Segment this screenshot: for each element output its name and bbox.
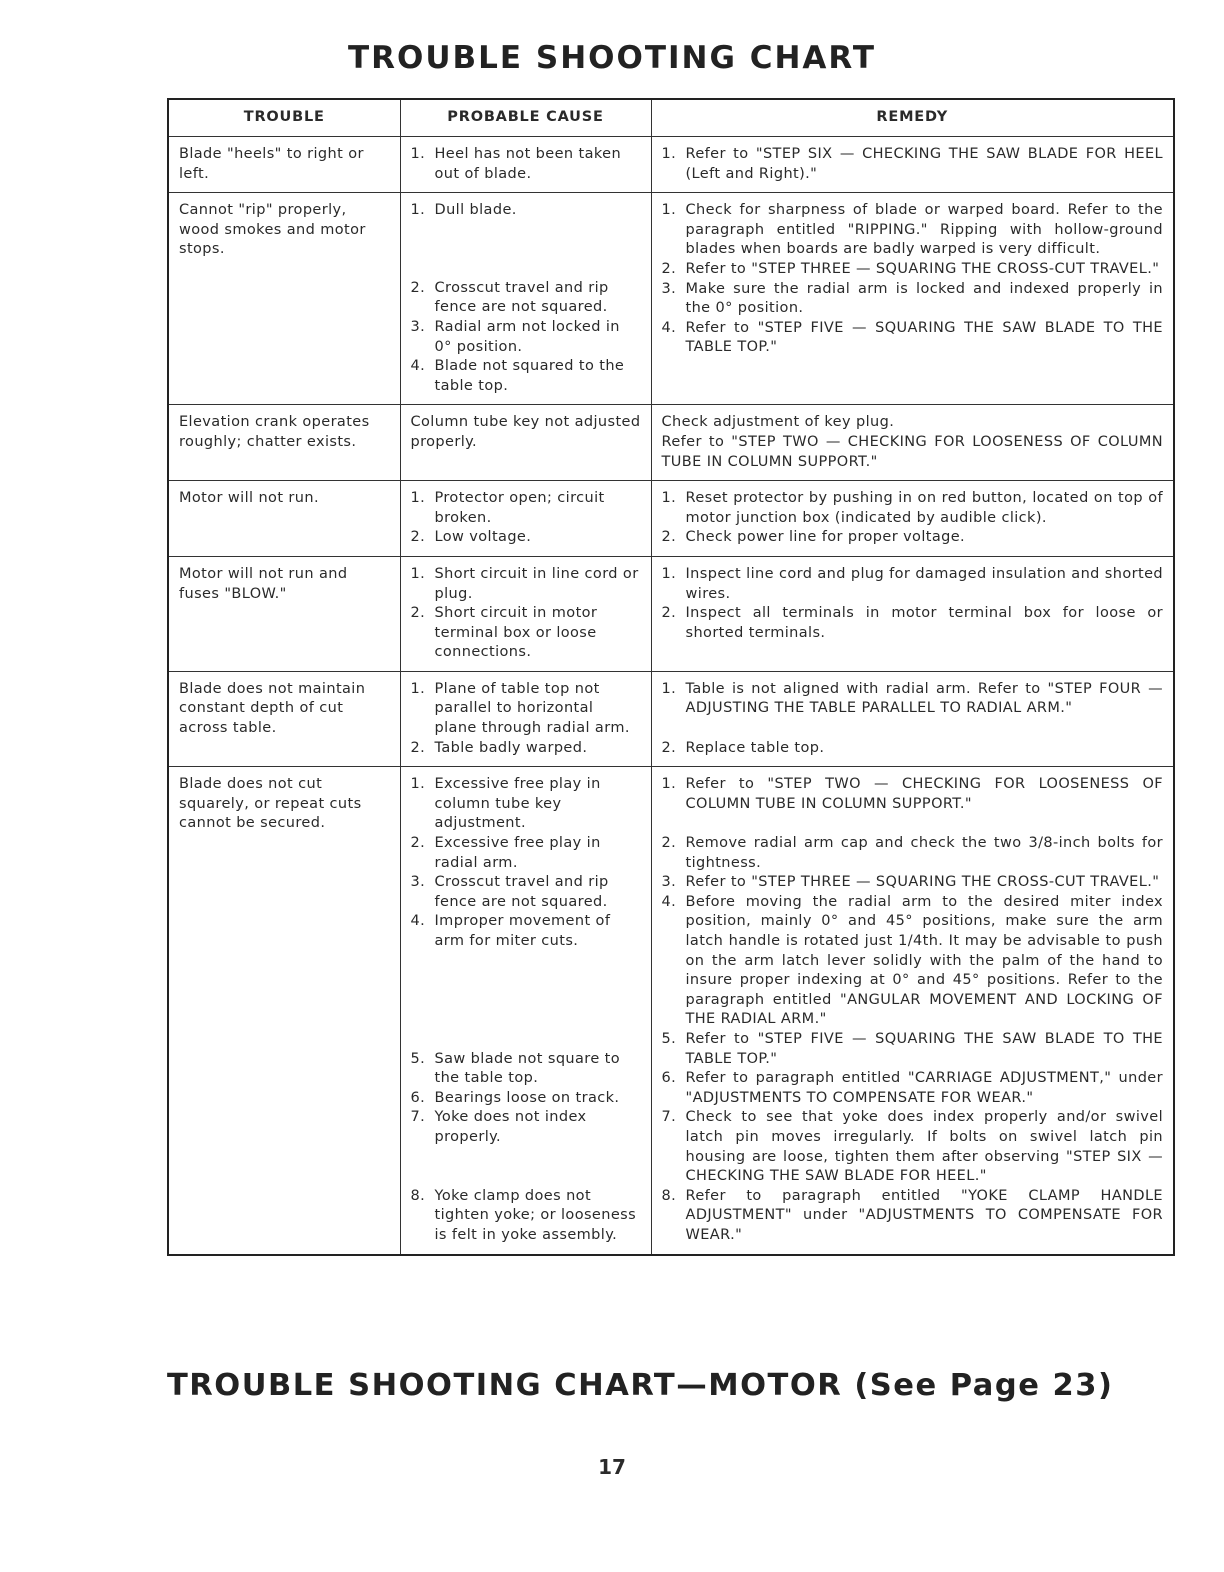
item-text: Refer to paragraph entitled "YOKE CLAMP HANDLE ADJUSTMENT" under "ADJUSTMENTS TO COMPENSATE FOR WEAR." [685,1187,1163,1243]
remedy-item [662,873,1164,893]
item-number: 5. [410,1050,426,1067]
remedy-item [662,775,1164,814]
remedy-line: Check adjustment of key plug. [661,414,895,431]
item-number: 3. [661,874,677,891]
item-text: Reset protector by pushing in on red button, located on top of motor junction box (indicated by audible click). [685,490,1163,526]
remedy-item [662,1030,1164,1069]
remedy-item [662,565,1164,604]
item-text: Saw blade not square to the table top. [434,1050,621,1087]
cause-item [411,912,641,951]
item-text: Blade not squared to the table top. [434,358,625,394]
cause-cell [400,193,651,405]
remedy-item [662,1069,1164,1108]
trouble-cell [168,405,400,481]
item-number: 1. [661,490,677,507]
item-text: Radial arm not locked in 0° position. [434,318,620,355]
item-text: Protector open; circuit broken. [434,490,605,526]
item-number: 2. [410,529,426,546]
cause-cell [400,556,651,671]
remedy-item [662,280,1164,319]
item-number: 7. [410,1109,426,1126]
trouble-text: Motor will not run. [179,490,319,507]
motor-chart-reference-title: TROUBLE SHOOTING CHART—MOTOR (See Page 23) [167,1368,1114,1403]
cause-text: Column tube key not adjusted properly. [410,414,641,450]
item-number: 2. [410,739,426,756]
item-text: Refer to "STEP THREE — SQUARING THE CROSS-CUT TRAVEL." [685,260,1160,277]
item-number: 4. [661,893,677,910]
cause-item [411,565,641,604]
item-number: 8. [410,1187,426,1204]
remedy-item [662,893,1164,1030]
trouble-cell [168,767,400,1255]
item-number: 4. [661,319,677,336]
remedy-item [662,1187,1164,1246]
page-number: 17 [598,1455,626,1479]
trouble-text: Blade "heels" to right or left. [179,146,364,182]
trouble-text: Blade does not maintain constant depth of cut across table. [179,680,366,737]
cause-item [411,318,641,357]
cause-item [411,528,641,548]
cause-cell [400,671,651,766]
item-text: Plane of table top not parallel to horizontal plane through radial arm. [434,680,630,737]
item-number: 1. [410,202,426,219]
remedy-line: Refer to "STEP TWO — CHECKING FOR LOOSENESS OF COLUMN TUBE IN COLUMN SUPPORT." [661,433,1163,470]
item-text: Heel has not been taken out of blade. [434,146,622,182]
item-text: Table badly warped. [434,739,588,756]
table-row [168,671,1174,766]
cause-item [411,357,641,396]
item-text: Crosscut travel and rip fence are not squared. [434,279,609,316]
item-number: 6. [661,1070,677,1087]
table-row [168,193,1174,405]
cause-item [411,680,641,739]
item-number: 1. [410,680,426,697]
item-text: Make sure the radial arm is locked and indexed properly in the 0° position. [685,280,1163,317]
cause-item [411,201,641,221]
item-text: Refer to "STEP TWO — CHECKING FOR LOOSENESS OF COLUMN TUBE IN COLUMN SUPPORT." [685,776,1163,812]
item-text: Table is not aligned with radial arm. Refer to "STEP FOUR — ADJUSTING THE TABLE PARALLEL TO RADIAL ARM." [685,680,1163,717]
remedy-cell [651,137,1174,193]
item-number: 2. [410,279,426,296]
item-number: 6. [410,1089,426,1106]
remedy-cell [651,481,1174,557]
cause-item [411,739,641,759]
cause-item [411,1108,641,1147]
item-number: 2. [661,529,677,546]
remedy-item [662,489,1164,528]
item-text: Refer to "STEP FIVE — SQUARING THE SAW BLADE TO THE TABLE TOP." [685,319,1163,356]
item-number: 2. [661,605,677,622]
trouble-shooting-table [167,98,1175,1256]
item-text: Refer to "STEP THREE — SQUARING THE CROSS-CUT TRAVEL." [685,874,1160,891]
cause-cell [400,481,651,557]
item-number: 2. [661,260,677,277]
remedy-item [662,834,1164,873]
item-text: Refer to "STEP SIX — CHECKING THE SAW BLADE FOR HEEL (Left and Right)." [685,146,1163,182]
remedy-item [662,680,1164,719]
item-text: Yoke does not index properly. [434,1109,587,1145]
trouble-text: Elevation crank operates roughly; chatter exists. [179,414,370,450]
table-row [168,481,1174,557]
trouble-text: Cannot "rip" properly, wood smokes and motor stops. [179,202,366,258]
item-text: Refer to paragraph entitled "CARRIAGE ADJUSTMENT," under "ADJUSTMENTS TO COMPENSATE FOR WEAR." [685,1070,1163,1106]
cause-cell [400,767,651,1255]
item-text: Improper movement of arm for miter cuts. [434,913,611,949]
cause-item [411,1089,641,1109]
item-number: 1. [410,146,426,162]
cause-item [411,279,641,318]
item-text: Refer to "STEP FIVE — SQUARING THE SAW BLADE TO THE TABLE TOP." [685,1030,1163,1067]
page-title: TROUBLE SHOOTING CHART [347,40,877,76]
cause-item [411,834,641,873]
header-remedy: REMEDY [651,99,1174,137]
item-number: 4. [410,358,426,375]
remedy-cell [651,193,1174,405]
remedy-cell [651,556,1174,671]
cause-item [411,489,641,528]
item-text: Low voltage. [434,529,532,546]
item-number: 7. [661,1109,677,1126]
cause-cell [400,405,651,481]
cause-item [411,1050,641,1089]
item-text: Crosscut travel and rip fence are not squared. [434,874,609,910]
item-text: Dull blade. [434,202,517,219]
trouble-text: Motor will not run and fuses "BLOW." [179,565,348,602]
remedy-item [662,528,1164,548]
header-probable-cause: PROBABLE CAUSE [400,99,651,137]
item-text: Check for sharpness of blade or warped board. Refer to the paragraph entitled "RIPPING." Ripping with hollow-ground blades when boards are badly warped is very difficult. [685,202,1163,258]
item-text: Excessive free play in column tube key adjustment. [434,776,601,832]
item-text: Short circuit in line cord or plug. [434,565,639,602]
remedy-cell [651,671,1174,766]
item-number: 4. [410,913,426,930]
remedy-item [662,145,1164,184]
cause-cell [400,137,651,193]
remedy-item [662,260,1164,280]
table-header-row [168,99,1174,137]
item-number: 1. [410,565,426,582]
cause-item [411,604,641,663]
trouble-cell [168,481,400,557]
item-number: 2. [661,835,677,852]
item-number: 2. [661,739,677,756]
item-number: 2. [410,835,426,852]
table-row [168,137,1174,193]
trouble-cell [168,556,400,671]
item-number: 1. [661,565,677,582]
item-number: 1. [661,680,677,697]
table-row [168,556,1174,671]
item-text: Excessive free play in radial arm. [434,835,601,871]
item-text: Replace table top. [685,739,825,756]
item-text: Check to see that yoke does index properly and/or swivel latch pin moves irregularly. If bolts on swivel latch pin housing are loose, tighten them after observing "STEP SIX — CHECKING THE SAW BLADE FOR HEEL." [685,1109,1163,1185]
cause-item [411,145,641,184]
item-number: 1. [410,490,426,507]
item-number: 5. [661,1030,677,1047]
cause-item [411,1187,641,1246]
item-text: Remove radial arm cap and check the two 3/8-inch bolts for tightness. [685,835,1163,871]
remedy-item [662,739,1164,759]
item-text: Yoke clamp does not tighten yoke; or looseness is felt in yoke assembly. [434,1187,637,1243]
item-number: 8. [661,1187,677,1204]
remedy-item [662,319,1164,358]
item-number: 3. [410,318,426,335]
item-text: Inspect all terminals in motor terminal box for loose or shorted terminals. [685,605,1163,641]
item-number: 1. [410,776,426,793]
item-text: Inspect line cord and plug for damaged insulation and shorted wires. [685,565,1163,602]
trouble-cell [168,671,400,766]
item-number: 1. [661,202,677,219]
trouble-text: Blade does not cut squarely, or repeat cuts cannot be secured. [179,776,362,832]
item-number: 1. [661,776,677,793]
item-number: 2. [410,605,426,622]
item-text: Check power line for proper voltage. [685,529,966,546]
cause-item [411,873,641,912]
item-number: 1. [661,146,677,162]
trouble-cell [168,193,400,405]
cause-item [411,775,641,834]
trouble-cell [168,137,400,193]
table-row [168,405,1174,481]
remedy-cell [651,767,1174,1255]
remedy-item [662,604,1164,643]
remedy-cell [651,405,1174,481]
remedy-item [662,1108,1164,1186]
item-text: Before moving the radial arm to the desired miter index position, mainly 0° and 45° positions, make sure the arm latch handle is rotated just 1/4th. It may be advisable to push on the arm latch lever solidly with the palm of the hand to insure proper indexing at 0° and 45° positions. Refer to the paragraph entitled "ANGULAR MOVEMENT AND LOCKING OF THE RADIAL ARM." [685,893,1163,1028]
item-text: Bearings loose on track. [434,1089,620,1106]
remedy-item [662,201,1164,260]
item-number: 3. [410,874,426,891]
item-number: 3. [661,280,677,297]
table-row [168,767,1174,1255]
item-text: Short circuit in motor terminal box or loose connections. [434,605,598,661]
header-trouble: TROUBLE [168,99,400,137]
